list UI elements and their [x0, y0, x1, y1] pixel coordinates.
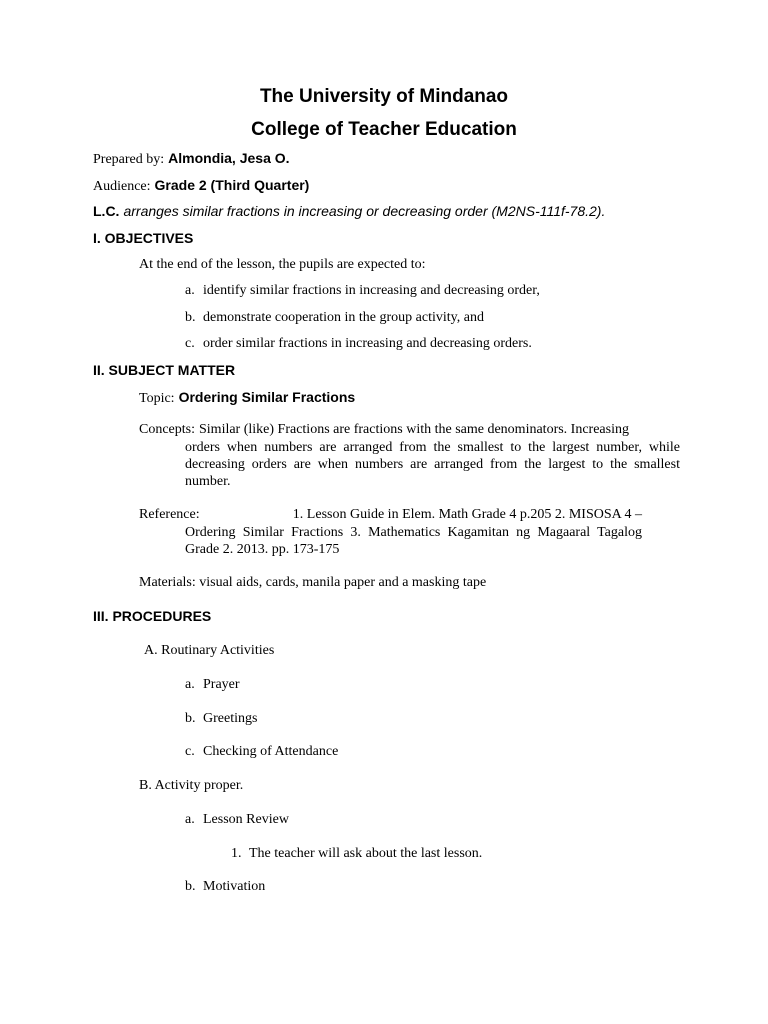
learning-competency-line	[93, 203, 605, 221]
topic-label: Topic:	[139, 391, 175, 406]
activity-proper-heading: B. Activity proper.	[139, 778, 244, 793]
routinary-activities-heading: A. Routinary Activities	[144, 643, 275, 658]
reference-label: Reference:	[139, 507, 200, 522]
routinary-item-attendance: c. Checking of Attendance	[185, 744, 339, 759]
concepts-label: Concepts:	[139, 422, 195, 437]
routinary-item-greetings: b. Greetings	[185, 711, 258, 726]
motivation-item: b. Motivation	[185, 879, 266, 894]
audience-label: Audience:	[93, 179, 151, 194]
lc-label: L.C.	[93, 203, 120, 219]
college-title: College of Teacher Education	[251, 119, 517, 140]
audience-line	[93, 177, 309, 195]
reference-first-line: Reference: 1. Lesson Guide in Elem. Math Grade 4 p.205 2. MISOSA 4 –	[139, 507, 642, 522]
reference-text: Ordering Similar Fractions 3. Mathematics Kagamitan ng Magaaral Tagalog Grade 2. 2013. pp. 173-175	[185, 525, 642, 557]
lesson-review-item: a. Lesson Review	[185, 812, 289, 827]
lc-value: arranges similar fractions in increasing or decreasing order (M2NS-111f-78.2).	[123, 203, 606, 219]
materials-line: Materials: visual aids, cards, manila paper and a masking tape	[139, 575, 487, 590]
concepts-text: orders when numbers are arranged from the smallest to the largest number, while decreasing orders are when numbers are arranged from the largest to the smallest number.	[185, 440, 680, 489]
university-title: The University of Mindanao	[259, 86, 509, 107]
prepared-by-line	[93, 150, 290, 168]
objectives-heading: I. OBJECTIVES	[93, 230, 194, 246]
objective-item-a: a. identify similar fractions in increasing and decreasing order,	[185, 283, 540, 298]
objective-item-c: c. order similar fractions in increasing and decreasing orders.	[185, 336, 532, 351]
prepared-by-value: Almondia, Jesa O.	[168, 150, 290, 166]
topic-line	[139, 389, 355, 407]
review-step-item: 1. The teacher will ask about the last lesson.	[231, 846, 483, 861]
audience-value: Grade 2 (Third Quarter)	[154, 177, 310, 193]
routinary-item-prayer: a. Prayer	[185, 677, 240, 692]
objective-item-b: b. demonstrate cooperation in the group activity, and	[185, 310, 484, 325]
prepared-by-label: Prepared by:	[93, 152, 165, 167]
objectives-intro: At the end of the lesson, the pupils are expected to:	[139, 257, 426, 272]
topic-value: Ordering Similar Fractions	[178, 389, 356, 405]
concepts-first-line: Concepts: Similar (like) Fractions are fractions with the same denominators. Increasing	[139, 422, 629, 437]
subject-matter-heading: II. SUBJECT MATTER	[93, 362, 236, 378]
procedures-heading: III. PROCEDURES	[93, 608, 212, 624]
